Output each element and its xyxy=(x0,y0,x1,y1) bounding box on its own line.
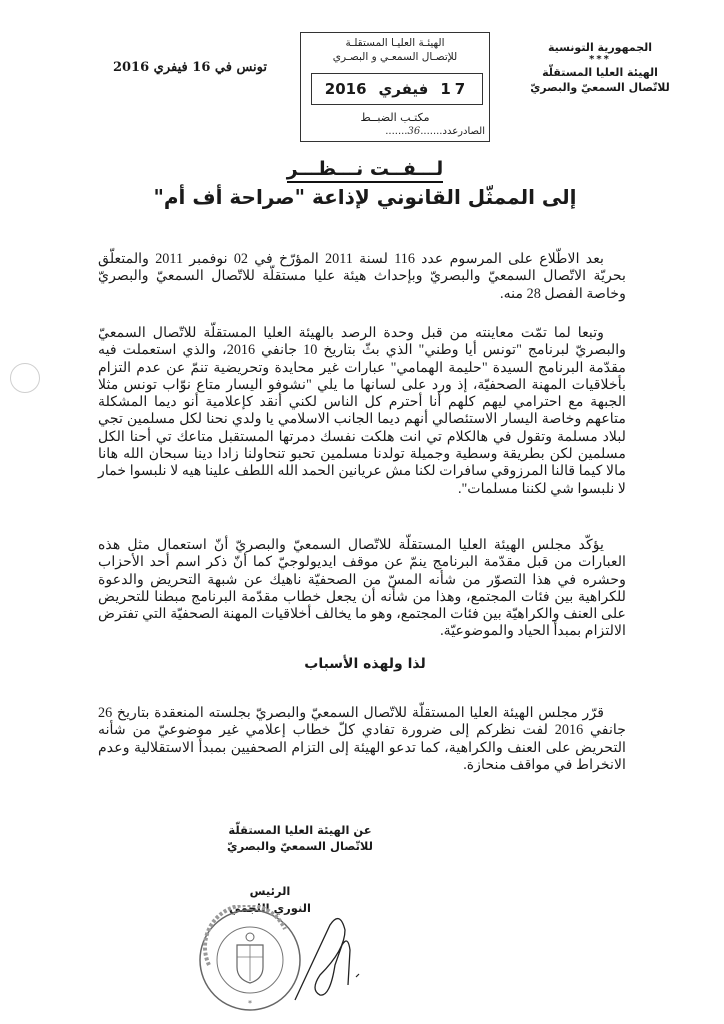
stamp-outgoing-number: 36 xyxy=(407,126,421,137)
stamp-year: 2016 xyxy=(324,80,367,98)
handwritten-signature-icon xyxy=(290,905,370,1005)
official-seal-icon xyxy=(195,905,305,1015)
country-name: الجمهورية التونسية xyxy=(547,41,653,54)
signature-authority xyxy=(195,822,405,854)
letter-heading: لـــفــت نـــظـــر xyxy=(100,158,630,180)
authority-name-line1: الهيئة العليا المستقلّة xyxy=(542,66,658,79)
letterhead xyxy=(505,40,695,95)
signature-authority-line2: للاتّصال السمعيّ والبصريّ xyxy=(227,839,373,853)
registry-stamp xyxy=(300,32,490,142)
stamp-outgoing-label: الصادرعدد xyxy=(442,126,485,137)
letter-subheading: إلى الممثّل القانوني لإذاعة "صراحة أف أم" xyxy=(153,185,577,209)
separator-stars: *** xyxy=(589,54,611,65)
stamp-office: مكتـب الضبــط xyxy=(360,111,430,124)
authority-name-line2: للاتّصال السمعيّ والبصريّ xyxy=(530,81,670,94)
paragraph-findings: وتبعا لما تمّت معاينته من قبل وحدة الرصد بالهيئة العليا المستقلّة للاتّصال السمعيّ والبصريّ لبرنامج "تونس أيا وطني" الذي بثّ بتاريخ 10 جانفي 2016، والذي استعملت فيه مقدّمة البرنامج السيدة "حليمة الهمامي" عبارات غير محايدة وتحريضية تنمّ عن عدم التزام بأخلاقيات المهنة الصحفيّة، إذ ورد على لسانها ما يلي "نشوفو اليسار متاع نوّاب تونس مثلا الجبهة مع احترامي ليهم كلهم أنا أحترم كل الناس لكني أنقد كإعلامية أنو ديما المشكلة متاعهم وخاصة اليسار الاستئصالي أنهم ديما الجانب الاسلامي يا ولدي نحنا لكل مسلمين تجي لبلاد مسلمة وتقول في هالكلام تي انت هلكت نفسك دمرتها المستقبل متاعك تي أحنا الكل مسلمين لكن بطريقة وسطية وجميلة تولدنا مسلمين تحبو تنحاولنا زادا دينا سبحان الله هانا مالا كيما قالنا المرزوقي سافرات لكنا مش عريانين الحمد الله اللطف علينا هيه لا نلبسوا خمار لا نلبسوا شي لكننا مسلمات". xyxy=(98,325,626,497)
paragraph-assessment: يؤكّد مجلس الهيئة العليا المستقلّة للاتّصال السمعيّ والبصريّ أنّ استعمال مثل هذه العبارات من قبل مقدّمة البرنامج ينمّ عن موقف ايديولوجيّ كما أنّ ذكر اسم أحد الأحزاب وحشره في هذا التصوّر من شأنه المسّ من الصحفيّة ناهيك عن شبهة التحريض والدعوة للكراهية بين فئات المجتمع، وهذا من شأنه أن يجعل خطاب مقدّمة البرنامج مبطنا للتحريض على العنف والكراهيّة بين فئات المجتمع، وهو ما يخالف أخلاقيات المهنة الصحفيّة التي تفترض الالتزام بمبدأ الحياد والموضوعيّة. xyxy=(98,537,626,640)
paragraph-decision: قرّر مجلس الهيئة العليا المستقلّة للاتّصال السمعيّ والبصريّ بجلسته المنعقدة بتاريخ 26 جانفي 2016 لفت نظركم إلى ضرورة تفادي كلّ خطاب إعلامي غير موضوعيّ من شأنه التحريض على العنف والكراهية، كما تدعو الهيئة إلى التزام الصحفيين بمبدأ الاستقلالية وعدم الانخراط في مواقف منحازة. xyxy=(98,705,626,773)
punch-hole xyxy=(10,363,40,393)
reasons-heading: لذا ولهذه الأسباب xyxy=(304,656,426,672)
stamp-day: 17 xyxy=(440,80,470,98)
stamp-org-line2: للإتصـال السمعـي و البصـري xyxy=(332,51,458,63)
stamp-month: فيفري xyxy=(378,80,429,98)
stamp-outgoing-ref: الصادرعدد.......36....... xyxy=(385,126,485,137)
stamp-date-box xyxy=(311,73,483,105)
svg-text:*: * xyxy=(248,999,252,1008)
place-date: تونس في 16 فيفري 2016 xyxy=(112,60,268,75)
paragraph-legal-basis: بعد الاطّلاع على المرسوم عدد 116 لسنة 2011 المؤرّخ في 02 نوفمبر 2011 والمتعلّق بحريّة الاتّصال السمعيّ والبصريّ وبإحداث هيئة عليا مستقلّة للاتّصال السمعيّ والبصريّ وخاصة الفصل 28 منه. xyxy=(98,251,626,302)
signature-authority-line1: عن الهيئة العليا المستقلّة xyxy=(228,823,372,837)
stamp-org-line1: الهيئـة العليـا المستقلـة xyxy=(345,37,445,49)
signatory-name: النوري اللجمي xyxy=(229,901,311,915)
signatory-role: الرئيس xyxy=(249,884,291,898)
